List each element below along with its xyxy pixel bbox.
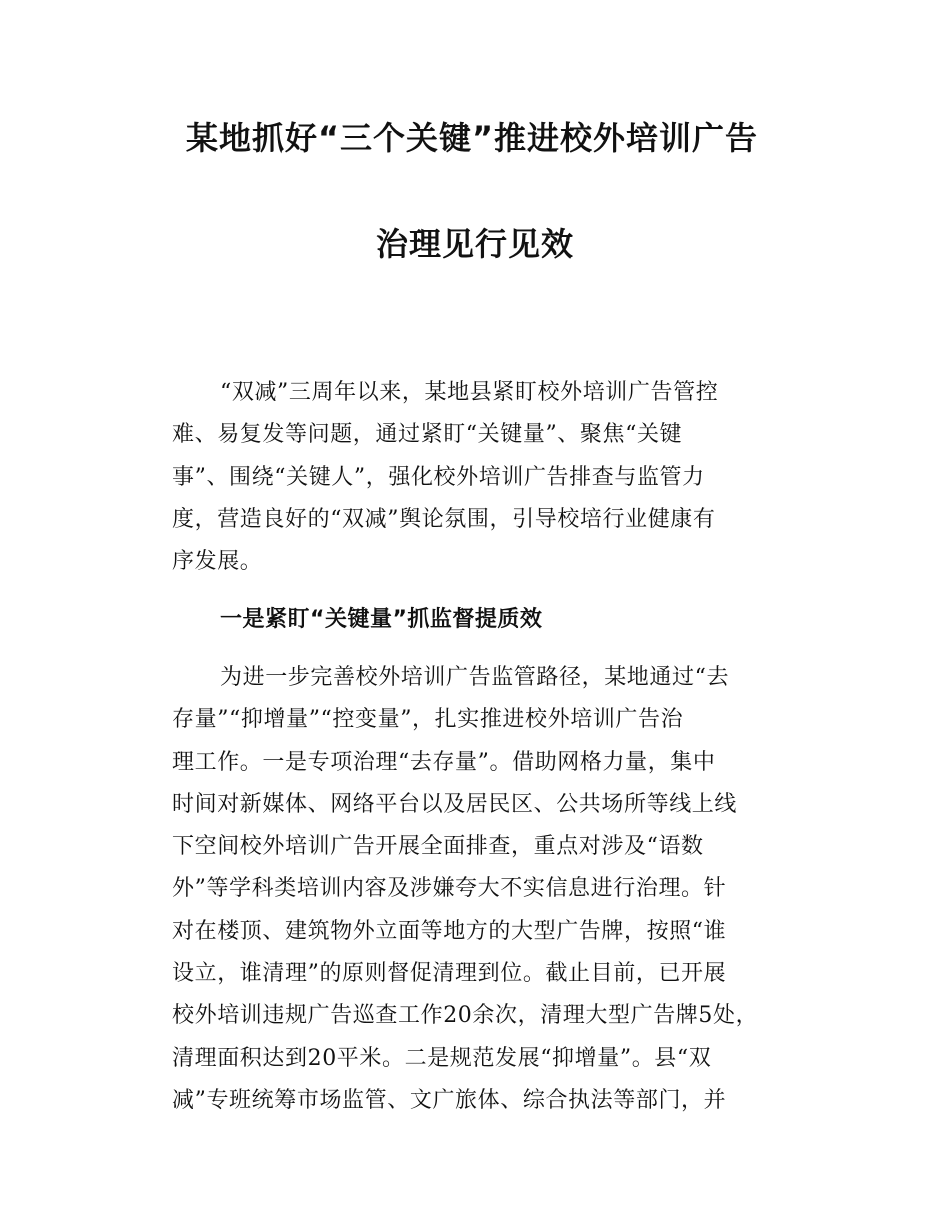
paragraph-line: 对在楼顶、建筑物外立面等地方的大型广告牌，按照“谁: [172, 918, 727, 944]
paragraph-line: 存量”“抑增量”“控变量”，扎实推进校外培训广告治: [172, 707, 684, 733]
document-title-line-2: 治理见行见效: [375, 225, 574, 263]
paragraph-line: 下空间校外培训广告开展全面排查，重点对涉及“语数: [172, 834, 704, 860]
paragraph-line: 清理面积达到20平米。二是规范发展“抑增量”。县“双: [172, 1045, 712, 1071]
paragraph-line: 外”等学科类培训内容及涉嫌夸大不实信息进行治理。针: [172, 876, 727, 902]
paragraph-line: 时间对新媒体、网络平台以及居民区、公共场所等线上线: [172, 791, 738, 817]
document-title-line-1: 某地抓好“三个关键”推进校外培训广告: [185, 119, 759, 157]
paragraph-line: 事”、围绕“关键人”，强化校外培训广告排查与监管力: [172, 464, 705, 490]
paragraph-line: 减”专班统筹市场监管、文广旅体、综合执法等部门，并: [172, 1087, 727, 1113]
section-heading-1: 一是紧盯“关键量”抓监督提质效: [220, 607, 543, 632]
paragraph-line: 校外培训违规广告巡查工作20余次，清理大型广告牌5处，: [172, 1003, 759, 1029]
paragraph-line: 为进一步完善校外培训广告监管路径，某地通过“去: [220, 665, 730, 690]
paragraph-line: 理工作。一是专项治理“去存量”。借助网格力量，集中: [172, 749, 716, 775]
paragraph-line: 难、易复发等问题，通过紧盯“关键量”、聚焦“关键: [172, 422, 683, 448]
section-1-paragraph: [172, 657, 812, 1122]
paragraph-line: 设立，谁清理”的原则督促清理到位。截止目前，已开展: [172, 961, 727, 987]
intro-paragraph: [172, 372, 812, 583]
paragraph-line: 度，营造良好的“双减”舆论氛围，引导校培行业健康有: [172, 506, 716, 532]
paragraph-line: 序发展。: [172, 549, 263, 575]
paragraph-line: “双减”三周年以来，某地县紧盯校外培训广告管控: [220, 380, 719, 405]
